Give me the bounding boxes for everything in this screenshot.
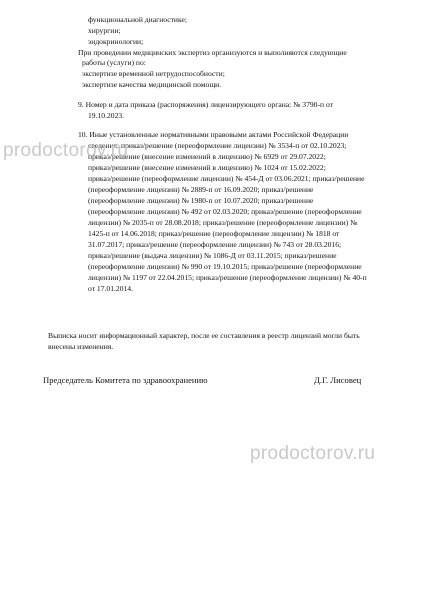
item-10-line: 10. Иные установленные нормативными правовыми актами Российской Федерации [78, 130, 349, 139]
item-10-line: (переоформление лицензии) № 492 от 02.03.2020; приказ/решение (переоформление [88, 207, 362, 216]
watermark-text: prodoctorov.ru [250, 443, 376, 464]
item-9-cont: 19.10.2023. [88, 111, 125, 120]
item-10-line: (переоформление лицензии) № 1980-п от 10.07.2020; приказ/решение [88, 196, 314, 205]
item-10-line: лицензии) № 1197 от 22.04.2015; приказ/решение (переоформление лицензии) № 40-п [88, 273, 367, 282]
item-10-line: лицензии) № 2035-п от 28.08.2018; приказ/решение (переоформление лицензии) № [88, 218, 358, 227]
list-item: эндокринологии; [88, 37, 144, 46]
item-10-line: приказ/решение (переоформление лицензии) № 454-Д от 03.06.2021; приказ/решение [88, 174, 365, 183]
signature-position: Председатель Комитета по здравоохранению [43, 375, 208, 385]
item-10-line: от 17.01.2014. [88, 284, 133, 293]
item-10-line: 1425-п от 14.06.2018; приказ/решение (переоформление лицензии) № 1818 от [88, 229, 340, 238]
item-10-line: приказ/решение (внесение изменений в лицензию) № 1024 от 15.02.2022; [88, 163, 326, 172]
item-10-line: (переоформление лицензии) № 2889-п от 16.09.2020; приказ/решение [88, 185, 314, 194]
notice-text-cont: внесены изменения. [48, 342, 114, 351]
item-9: 9. Номер и дата приказа (распоряжения) лицензирующего органа: № 3790-п от [78, 100, 333, 109]
notice-text: Выписка носит информационный характер, после ее составления в реестр лицензий могли быть [48, 331, 360, 340]
list-item: экспертизе временной нетрудоспособности; [82, 69, 225, 78]
list-item: экспертизе качества медицинской помощи. [82, 80, 222, 89]
item-10-line: 31.07.2017; приказ/решение (переоформление лицензии) № 743 от 28.03.2016; [88, 240, 342, 249]
list-item: хирургии; [88, 26, 121, 35]
item-10-line: (переоформление лицензии) № 990 от 19.10.2015; приказ/решение (переоформление [88, 262, 362, 271]
watermark-text: prodoctorov.ru [3, 140, 129, 161]
signature-name: Д.Г. Лисовец [314, 375, 362, 385]
expertise-intro: При проведении медицинских экспертиз организуются и выполняются следующие [78, 48, 347, 57]
list-item: функциональной диагностике; [88, 15, 187, 24]
item-10-line: приказ/решение (внесение изменений в лицензию) № 6929 от 29.07.2022; [88, 152, 326, 161]
item-10-line: сведения: приказ/решение (переоформление лицензии) № 3534-п от 02.10.2023; [88, 141, 347, 150]
item-10-line: приказ/решение (выдача лицензии) № 1086-Д от 03.11.2015; приказ/решение [88, 251, 337, 260]
expertise-intro-cont: работы (услуги) по: [82, 58, 146, 67]
